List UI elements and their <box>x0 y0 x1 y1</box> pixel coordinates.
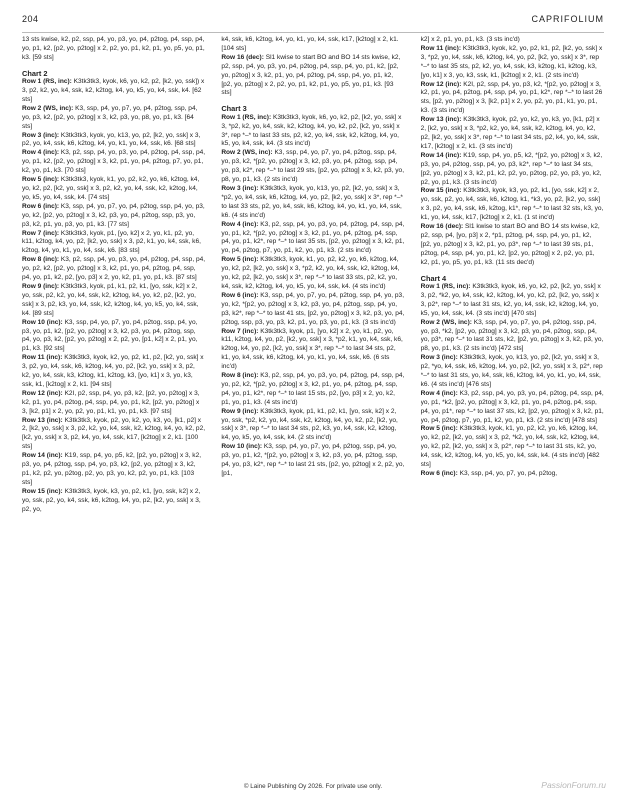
row-text: K3tk3tk3, kyok, k3, yo, p2, k1, [yo, ssk, k2] x 2, yo, ssk, p2, yo, k4, ssk, k6, k2tog, k4, yo, p2, [k2, yo, ssk] x 3, p2, yo, <box>22 487 201 513</box>
instruction-row <box>22 283 205 319</box>
watermark: PassionForum.ru <box>541 780 606 790</box>
instruction-row <box>22 256 205 283</box>
row-label: Row 12 (inc): <box>420 80 462 88</box>
row-text: K3, ssp, p4, yo, p7, yo, p4, p2tog, ssp, p4, yo, p3, yo, k2, [p2, yo, p2tog] x 3, k2, p3, yo, p4, p2tog, ssp, p3, yo, p3, k2, p1, yo, p3, yo, p1, k3. [77 sts] <box>22 202 205 228</box>
row-text: K3, p2, ssp, p4, yo, p3, yo, p4, p2tog, p4, ssp, p4, yo, p2, k2, *[p2, yo, p2tog] x 3, k2, p1, yo, p4, p2tog, p4, ssp, p4, yo, p1, k2*, rep *–* to last 15 sts, p2, [yo, p3] x 2, yo, k2, p1, yo, p1, k3. (4 sts inc'd) <box>221 372 405 406</box>
row-label: Row 8 (inc): <box>221 372 259 380</box>
row-label: Row 10 (inc): <box>221 443 263 451</box>
instruction-row <box>421 187 604 223</box>
instruction-row <box>421 354 604 390</box>
row-label: Row 6 (inc): <box>22 202 60 210</box>
row-label: Row 2 (WS, inc): <box>22 104 74 112</box>
row-text: K2I, p2, ssp, p4, yo, p3, k2, *[p2, yo, p2tog] x 3, k2, p1, yo, p4, p2tog, p4, ssp, p4, yo, p1, k2*, rep *–* to last 26 sts, [p2, yo, p2tog] x 3, [k2, p1] x 2, yo, p2, yo, p1, k1, yo, p1, k3. (3 sts inc'd) <box>420 80 603 115</box>
instruction-row <box>221 443 404 479</box>
row-text: k2] x 2, p1, yo, p1, k3. (3 sts inc'd) <box>420 36 520 43</box>
header-rule <box>22 32 604 33</box>
instruction-row <box>421 470 604 479</box>
row-label: Row 2 (WS, inc): <box>420 318 472 326</box>
row-label: Row 5 (inc): <box>221 256 259 264</box>
row-text: K3tk3tk3, kyok, k6, yo, k2, p2, [k2, yo, ssk] x 3, *p2, k2, yo, k4, ssk, k2, k2tog, k4, yo, k2, p2, [k2, yo, ssk] x 3*, rep *–* to last 33 sts, p2, k2, yo, k4, ssk, k2, k2tog, k4, yo, k5, yo, k4, ssk, k4. (3 sts inc'd) <box>221 113 402 148</box>
text-column-3 <box>421 36 604 764</box>
text-columns <box>22 36 604 764</box>
instruction-row <box>421 283 604 319</box>
chart-heading: Chart 4 <box>420 273 447 283</box>
row-label: Row 5 (inc): <box>420 425 458 433</box>
chart-heading: Chart 2 <box>22 68 48 78</box>
row-text: K3, p2, ssp, p4, yo, p3, yo, p4, p2tog, p4, ssp, p4, yo, p2, k2, [p2, yo, p2tog] x 3, k2, p1, yo, p4, p2tog, p4, ssp, p4, yo, p1, k2, p2, [yo, p3] x 2, yo, k2, p1, yo, p1, k3. [87 sts] <box>22 256 206 282</box>
row-label: Row 9 (inc): <box>221 407 259 415</box>
row-label: Row 3 (inc): <box>221 185 259 192</box>
text-column-1 <box>22 36 205 764</box>
row-text: Sl1 kwise to start BO and BO 14 sts kwise, k2, p2, ssp, p4, [yo, p3] x 2, *p1, p2tog, p4, ssp, p4, yo, p1, k2, [p2, yo, p2tog] x 3, k2, p1, yo, p3*, rep *–* to last 39 sts, p1, p2tog, p4, ssp, p4, yo, p1, k2, [p2, yo, p2tog] x 2, p2, yo, p1, k2, p1, yo, p5, yo, p1, k3. (11 sts dec'd) <box>420 223 600 266</box>
instruction-row <box>22 319 205 355</box>
instruction-row <box>421 116 604 152</box>
row-text: K3tk3tk3, kyok, p2, yo, k2, yo, k3, yo, [k1, p2] x 2, [k2, yo, ssk] x 3, p2, k2, yo, k4, ssk, k2, k2tog, k4, yo, k2, p2, [k2, yo, ssk] x 3, p2, k4, yo, k4, ssk, k17, [k2tog] x 2, k1. [100 sts] <box>22 416 206 451</box>
row-label: Row 12 (inc): <box>22 389 63 397</box>
row-label: Row 14 (inc): <box>22 452 63 460</box>
row-text: K3tk3tk3, kyok, p1, [yo, k2] x 2, yo, k1, p2, yo, k11, k2tog, k4, yo, p2, [k2, yo, ssk] x 3, *p2, k1, yo, k4, ssk, k6, k2tog, k4, yo, p2, [k2, yo, ssk] x 3*, rep *–* to last 34 sts, p2, k1, yo, k4, ssk, k6, k2tog, k4, yo, k1, yo, k4, ssk, k6. (6 sts inc'd) <box>221 327 403 371</box>
row-text: K3tk3tk3, kyok, p1, k1, p2, k1, [yo, ssk, k2] x 2, yo, ssk, *p2, k2, yo, k4, ssk, k2, k2tog, k4, yo, k2, p2, [k2, yo, ssk] x 3*, rep *–* to last 34 sts, p2, k3, yo, k4, ssk, k2, k2tog, k4, yo, k5, yo, k4, ssk, k4. (2 sts inc'd) <box>221 407 398 442</box>
row-label: Row 13 (inc): <box>22 416 63 424</box>
instruction-row <box>221 149 404 185</box>
instruction-row <box>22 354 205 390</box>
row-label: Row 3 (inc): <box>420 354 458 362</box>
row-label: Row 3 (inc): <box>22 131 60 139</box>
running-title: CAPRIFOLIUM <box>531 14 604 24</box>
row-label: Row 7 (inc): <box>22 229 60 237</box>
row-text: K3, ssp, p4, yo, p7, yo, p4, p2tog, ssp, p4, yo, p3, yo, k2, *[p2, yo, p2tog] x 3, k2, p3, yo, p4, p2tog, ssp, p4, yo, p3, k2*, rep *–* to last 41 sts, [p2, yo, p2tog] x 3, k2, p3, yo, p4, p2tog, ssp, p3, yo, p3, k2, p1, yo, p3, yo, p1, k3. (3 sts inc'd) <box>221 291 405 326</box>
row-text: K3tk3tk3, kyok, p1, [yo, k2] x 2, yo, k1, p2, yo, k11, k2tog, k4, yo, p2, [k2, yo, ssk] x 3, p2, k1, yo, k4, ssk, k6, k2tog, k4, yo, k1, yo, k4, ssk, k6. [83 sts] <box>22 229 201 255</box>
row-text: K3tk3tk3, kyok, yo, k13, yo, p2, [k2, yo, ssk] x 3, *p2, yo, k4, ssk, k6, k2tog, k4, yo, p2, [k2, yo, ssk] x 3*, rep *–* to last 33 sts, p2, yo, k4, ssk, k6, k2tog, k4, yo, k1, yo, k4, ssk, k6. (4 sts inc'd) <box>221 185 403 219</box>
instruction-row <box>221 185 404 221</box>
row-label: Row 5 (inc): <box>22 176 60 184</box>
row-text: K3, ssp, p4, yo, p7, yo, p4, p2tog, ssp, p4, yo, p3, *k2, [p2, yo, p2tog] x 3, k2, p3, yo, p4, p2tog, ssp, p4, yo, p3*, rep *–* to last 31 sts, k2, [p2, yo, p2tog] x 3, k2, p3, yo, p8, yo, p1, k3. (2 sts inc'd) [472 sts] <box>420 318 604 353</box>
row-text: K3tk3tk3, kyok, k6, yo, k2, p2, [k2, yo, ssk] x 3, p2, *k2, yo, k4, ssk, k2, k2tog, k4, yo, k2, p2, [k2, yo, ssk] x 3, p2*, rep *–* to last 31 sts, k2, yo, k4, ssk, k2, k2tog, k4, yo, k5, yo, k4, ssk, k4. (3 sts inc'd) [470 sts] <box>420 282 601 317</box>
instruction-text <box>421 36 604 45</box>
instruction-row <box>421 425 604 470</box>
instruction-row <box>421 319 604 355</box>
instruction-row <box>221 372 404 408</box>
chart-heading: Chart 3 <box>221 104 247 114</box>
instruction-row <box>421 45 604 81</box>
copyright-footer: © Laine Publishing Oy 2026. For private use only. <box>243 783 383 790</box>
instruction-row <box>221 114 404 150</box>
row-text: K3tk3tk3, kyok, k3, yo, p2, k1, [yo, ssk, k2] x 2, yo, ssk, p2, yo, k4, ssk, k6, k2tog, k1, *k3, yo, p2, [k2, yo, ssk] x 3, p2, yo, k4, ssk, k6, k2tog, k1*, rep *–* to last 32 sts, k3, yo, k1, yo, k4, ssk, k17, [k2tog] x 2, k1. (1 st inc'd) <box>420 187 604 222</box>
row-text: K3tk3tk3, kyok, k1, yo, p2, k2, yo, k6, k2tog, k4, yo, k2, p2, [k2, yo, ssk] x 3, *p2, k2, yo, k4, ssk, k2, k2tog, k4, yo, k2, p2, [k2, yo, ssk] x 3*, rep *–* to last 33 sts, p2, k2, yo, k4, ssk, k2, k2tog, k4, yo, k5, yo, k4, ssk, k4. (4 sts inc'd) <box>221 256 400 290</box>
instruction-row <box>22 149 205 176</box>
row-label: Row 15 (inc): <box>22 487 63 495</box>
instruction-row <box>221 328 404 373</box>
page-number: 204 <box>22 14 39 24</box>
row-label: Row 1 (RS, inc): <box>221 113 272 121</box>
row-text: K3tk3tk3, kyok, yo, k13, yo, p2, [k2, yo, ssk] x 3, p2, *yo, k4, ssk, k6, k2tog, k4, yo, p2, [k2, yo, ssk] x 3, p2*, rep *–* to last 31 sts, yo, k4, ssk, k6, k2tog, k4, yo, k1, yo, k4, ssk, k6. (4 sts inc'd) [476 sts] <box>420 354 603 388</box>
row-text: K3, ssp, p4, yo, p7, yo, p4, p2tog, ssp, p4, yo, p3, yo, p1, k2, *[p2, yo, p2tog] x 3, k2, p3, yo, p4, p2tog, ssp, p4, yo, p3, k2*, rep *–* to last 21 sts, [p2, yo, p2tog] x 2, p2, yo, [p1, <box>221 443 405 477</box>
instruction-row <box>221 221 404 257</box>
row-label: Row 8 (inc): <box>22 256 60 264</box>
row-text: K3tk3tk3, kyok, k6, yo, k2, p2, [k2, yo, ssk]) x 3, p2, k2, yo, k4, ssk, k2, k2tog, k4, yo, k5, yo, k4, ssk, k4. [62 sts] <box>22 78 205 103</box>
row-label: Row 1 (RS, inc): <box>22 78 72 86</box>
row-label: Row 7 (inc): <box>221 327 259 335</box>
row-text: K3, p2, ssp, p4, yo, p3, yo, p4, p2tog, p4, ssp, p4, yo, p1, *k2, [p2, yo, p2tog] x 3, k2, p1, yo, p4, p2tog, p4, ssp, p4, yo, p1*, rep *–* to last 37 sts, k2, [p2, yo, p2tog] x 3, k2, p1, yo, p4, p2tog, p7, yo, p1, k2, yo, p1, k3. (2 sts inc'd) [478 sts] <box>420 389 604 424</box>
instruction-row <box>221 54 404 99</box>
row-label: Row 6 (inc): <box>420 470 458 477</box>
row-text: K3, p2, ssp, p4, yo, p3, yo, p4, p2tog, p4, ssp, p4, yo, p1, k2, *[p2, yo, p2tog] x 3, k2, p1, yo, p4, p2tog, p4, ssp, p4, yo, p1, k2*, rep *–* to last 35 sts, [p2, yo, p2tog] x 3, k2, p1, yo, p4, p2tog, p7, yo, p1, k2, yo, p1, k3. (2 sts inc'd) <box>221 220 405 255</box>
instruction-row <box>421 81 604 117</box>
row-label: Row 10 (inc): <box>22 318 63 326</box>
instruction-row <box>221 256 404 292</box>
instruction-row <box>22 488 205 515</box>
row-text: K3, p2, ssp, p4, yo, p3, yo, p4, p2tog, p4, ssp, p4, yo, p1, k2, [p2, yo, p2tog] x 3, k2, p1, yo, p4, p2tog, p7, yo, p1, k2, yo, p1, k3. [70 sts] <box>22 149 206 175</box>
row-text: K3, ssp, p4, yo, p7, yo, p4, p2tog, ssp, p4, yo, p3, yo, p1, k2, [p2, yo, p2tog] x 3, k2, p3, yo, p4, p2tog, ssp, p4, yo, p3, k2, [p2, yo, p2tog] x 2, p2, yo, [p1, k2] x 2, p1, yo, p1, k3. [92 sts] <box>22 318 198 353</box>
page-header <box>22 14 604 28</box>
row-label: Row 4 (inc): <box>22 149 60 157</box>
row-text: K19, ssp, p4, yo, p5, k2, [p2, yo, p2tog] x 3, k2, p3, yo, p4, p2tog, ssp, p4, yo, p3, k2, [p2, yo, p2tog] x 3, k2, p1, k2, p2, yo, p2tog, p2, yo, p3, yo, k2, p2, yo, p1, k3. [103 sts] <box>22 452 202 486</box>
instruction-row <box>22 78 205 105</box>
instruction-text <box>221 36 404 54</box>
row-text: K3tk3tk3, kyok, k2, yo, p2, k1, p2, [k2, yo, ssk] x 3, *p2, yo, k4, ssk, k6, k2tog, k4, yo, p2, [k2, yo, ssk] x 3*, rep *–* to last 35 sts, p2, k2, yo, k4, ssk, k3, k2tog, k1, k2tog, k3, [yo, k1] x 3, yo, k3, ssk, k1, [k2tog] x 2, k1. (2 sts inc'd) <box>420 44 603 79</box>
row-text: K3tk3tk3, kyok, p2, yo, k2, yo, k3, yo, [k1, p2] x 2, [k2, yo, ssk] x 3, *p2, k2, yo, k4, ssk, k2, k2tog, k4, yo, k2, p2, [k2, yo, ssk] x 3*, rep *–* to last 34 sts, p2, k4, yo, k4, ssk, k17, [k2tog] x 2, k1. (3 sts inc'd) <box>420 116 600 150</box>
row-label: Row 6 (inc): <box>221 291 259 299</box>
row-label: Row 9 (inc): <box>22 282 60 290</box>
instruction-text <box>22 36 205 63</box>
instruction-row <box>221 408 404 444</box>
instruction-row <box>22 132 205 150</box>
row-text: k4, ssk, k6, k2tog, k4, yo, k1, yo, k4, ssk, k17, [k2tog] x 2, k1. [104 sts] <box>221 36 399 52</box>
instruction-row <box>22 452 205 488</box>
instruction-row <box>22 176 205 203</box>
instruction-row <box>22 230 205 257</box>
instruction-row <box>22 203 205 230</box>
row-label: Row 16 (dec): <box>221 53 264 61</box>
instruction-row <box>22 105 205 132</box>
row-text: K3, ssp, p4, yo, p7, yo, p4, p2tog, ssp, p4, yo, p3, k2, *[p2, yo, p2tog] x 3, k2, p3, yo, p4, p2tog, ssp, p4, yo, p3, k2*, rep *–* to last 29 sts, [p2, yo, p2tog] x 3, k2, p3, yo, p8, yo, p1, k3. (2 sts inc'd) <box>221 149 405 184</box>
row-label: Row 4 (inc): <box>420 389 458 397</box>
row-label: Row 11 (inc): <box>22 354 63 362</box>
row-label: Row 14 (inc): <box>420 151 462 159</box>
row-text: K19, ssp, p4, yo, p5, k2, *[p2, yo, p2tog] x 3, k2, p3, yo, p4, p2tog, ssp, p4, yo, p3, k2*, rep *–* to last 34 sts, [p2, yo, p2tog] x 3, k2, p1, k2, p2, yo, p2tog, p2, yo, p3, yo, k2, p2, yo, p1, k3. (3 sts inc'd) <box>420 151 603 186</box>
row-text: 13 sts kwise, k2, p2, ssp, p4, yo, p3, yo, p4, p2tog, p4, ssp, p4, yo, p1, k2, [p2, yo, p2tog] x 2, p2, yo, p1, k2, p1, yo, p5, yo, p1, k3. [59 sts] <box>22 36 205 61</box>
row-label: Row 4 (inc): <box>221 220 259 228</box>
instruction-row <box>22 417 205 453</box>
instruction-row <box>22 390 205 417</box>
row-text: K3tk3tk3, kyok, yo, k13, yo, p2, [k2, yo, ssk] x 3, p2, yo, k4, ssk, k6, k2tog, k4, yo, k1, yo, k4, ssk, k6. [68 sts] <box>22 131 201 148</box>
row-label: Row 16 (dec): <box>420 223 464 231</box>
row-text: Sl1 kwise to start BO and BO 14 sts kwise, k2, p2, ssp, p4, yo, p3, yo, p4, p2tog, p4, ssp, p4, yo, p1, k2, [p2, yo, p2tog] x 3, k2, p1, yo, p4, p2tog, p4, ssp, p4, yo, p1, k2, [p2, yo, p2tog] x 2, p2, yo, p1, k2, p1, yo, p5, yo, p1, k3. [93 sts] <box>221 53 401 97</box>
row-text: K3tk3tk3, kyok, k1, yo, p2, k2, yo, k6, k2tog, k4, yo, k2, p2, [k2, yo, ssk] x 3, p2, k2, yo, k4, ssk, k2, k2tog, k4, yo, k5, yo, k4, ssk, k4. [74 sts] <box>22 176 200 201</box>
row-label: Row 2 (WS, inc): <box>221 149 273 157</box>
row-text: K3tk3tk3, kyok, p1, k1, p2, k1, [yo, ssk, k2] x 2, yo, ssk, p2, k2, yo, k4, ssk, k2, k2tog, k4, yo, k2, p2, [k2, yo, ssk] x 3, p2, k3, yo, k4, ssk, k2, k2tog, k4, yo, k5, yo, k4, ssk, k4. [89 sts] <box>22 282 199 317</box>
instruction-row <box>221 292 404 328</box>
row-text: K3, ssp, p4, yo, p7, yo, p4, p2tog, <box>457 470 558 477</box>
row-label: Row 15 (inc): <box>420 187 462 195</box>
row-text: K3, ssp, p4, yo, p7, yo, p4, p2tog, ssp, p4, yo, p3, k2, [p2, yo, p2tog] x 3, k2, p3, yo, p8, yo, p1, k3. [64 sts] <box>22 104 198 130</box>
row-text: K2I, p2, ssp, p4, yo, p3, k2, [p2, yo, p2tog] x 3, k2, p1, yo, p4, p2tog, p4, ssp, p4, yo, p1, k2, [p2, yo, p2tog] x 3, [k2, p1] x 2, yo, p2, yo, p1, k1, yo, p1, k3. [97 sts] <box>22 389 200 415</box>
row-text: K3tk3tk3, kyok, k1, yo, p2, k2, yo, k6, k2tog, k4, yo, k2, p2, [k2, yo, ssk] x 3, p2, *k2, yo, k4, ssk, k2, k2tog, k4, yo, k2, p2, [k2, yo, ssk] x 3, p2*, rep *–* to last 31 sts, k2, yo, k4, ssk, k2, k2tog, k4, yo, k5, yo, k4, ssk, k4. (4 sts inc'd) [482 sts] <box>420 425 600 469</box>
instruction-row <box>421 390 604 426</box>
instruction-row <box>421 152 604 188</box>
row-label: Row 1 (RS, inc): <box>420 282 471 290</box>
row-text: K3tk3tk3, kyok, k2, yo, p2, k1, p2, [k2, yo, ssk] x 3, p2, yo, k4, ssk, k6, k2tog, k4, yo, p2, [k2, yo, ssk] x 3, p2, k2, yo, k4, ssk, k3, k2tog, k1, k2tog, k3, [yo, k1] x 3, yo, k3, ssk, k1, [k2tog] x 2, k1. [94 sts] <box>22 354 204 388</box>
instruction-row <box>421 223 604 268</box>
row-label: Row 11 (inc): <box>420 44 462 52</box>
text-column-2 <box>221 36 404 764</box>
row-label: Row 13 (inc): <box>420 116 462 124</box>
